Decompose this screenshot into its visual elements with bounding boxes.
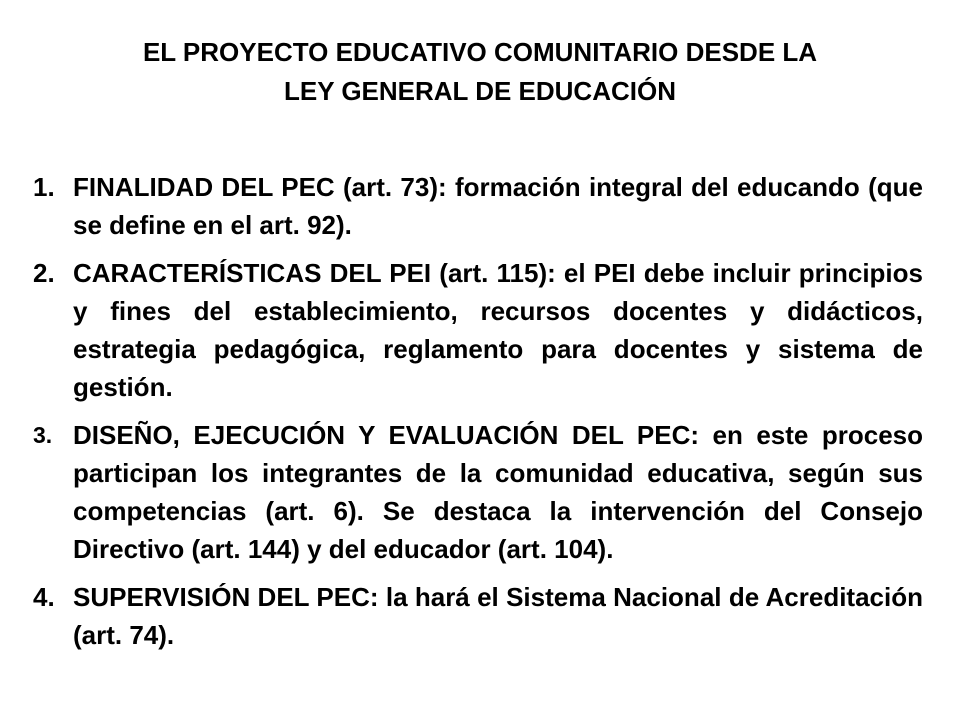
list-item-number: 2. [33, 258, 55, 288]
list-item-text: FINALIDAD DEL PEC (art. 73): formación integral del educando (que se define en el art. 92). [73, 172, 923, 240]
slide-title-line-2: LEY GENERAL DE EDUCACIÓN [284, 76, 676, 106]
list-item-text: CARACTERÍSTICAS DEL PEI (art. 115): el PEI debe incluir principios y fines del establecimiento, recursos docentes y didácticos, estrategia pedagógica, reglamento para docentes y sistema de gestión. [73, 258, 923, 402]
list-item-finalidad [33, 168, 923, 244]
slide-title-line-1: EL PROYECTO EDUCATIVO COMUNITARIO DESDE LA [142, 37, 818, 67]
list-item-caracteristicas [33, 254, 923, 406]
list-item-number: 3. [33, 422, 53, 448]
list-item-text: SUPERVISIÓN DEL PEC: la hará el Sistema Nacional de Acreditación (art. 74). [73, 582, 923, 650]
list-item-number: 4. [33, 582, 55, 612]
list-item-text: DISEÑO, EJECUCIÓN Y EVALUACIÓN DEL PEC: en este proceso participan los integrantes de la comunidad educativa, según sus competencias (art. 6). Se destaca la intervención del Consejo Directivo (art. 144) y del educador (art. 104). [73, 420, 923, 564]
list-item-number: 1. [33, 172, 55, 202]
slide-title [60, 33, 900, 111]
list-item-supervision [33, 578, 923, 654]
list-item-diseno [33, 416, 923, 568]
numbered-list [33, 168, 923, 664]
